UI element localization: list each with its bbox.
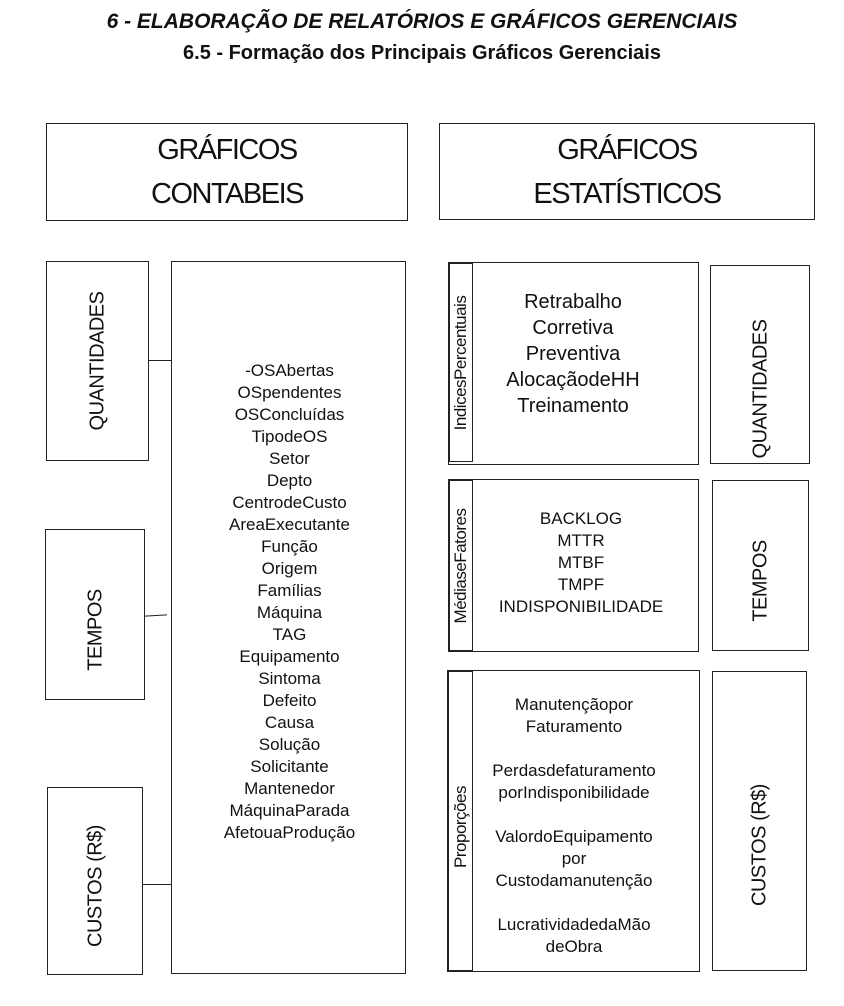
- group-items: [473, 289, 673, 419]
- list-item: Manutençãopor: [514, 695, 634, 714]
- list-item: Depto: [266, 471, 313, 490]
- list-item: Treinamento: [517, 395, 629, 417]
- category-box-custos-right: [712, 671, 807, 971]
- group-box-proporcoes: [447, 670, 700, 972]
- category-box-tempos-right: [712, 480, 809, 651]
- header-line-1: GRÁFICOS: [557, 133, 697, 166]
- group-items: [474, 694, 674, 958]
- header-graficos-estatisticos: [439, 123, 815, 220]
- list-item: porIndisponibilidade: [498, 783, 650, 802]
- list-item: -OSAbertas: [245, 361, 334, 380]
- list-item: Origem: [261, 559, 318, 578]
- header-graficos-contabeis: [46, 123, 408, 221]
- items-list: [172, 360, 407, 844]
- list-item: Perdasdefaturamento: [492, 761, 656, 780]
- list-item: Preventiva: [525, 343, 621, 365]
- list-item: Máquina: [256, 603, 323, 622]
- list-item: Famílias: [257, 581, 322, 600]
- header-line-2: CONTABEIS: [151, 178, 303, 210]
- connector-line: [143, 884, 171, 885]
- list-item: OSpendentes: [237, 383, 342, 402]
- list-item: Faturamento: [525, 717, 623, 736]
- category-box-quantidades: [46, 261, 149, 461]
- list-item: ValordoEquipamento: [495, 827, 653, 846]
- category-box-quantidades-right: [710, 265, 810, 464]
- list-item: MTBF: [557, 553, 605, 572]
- list-item: OSConcluídas: [234, 405, 345, 424]
- list-item: LucratividadedaMão: [497, 915, 651, 934]
- list-item: deObra: [545, 937, 603, 956]
- list-item: Solução: [258, 735, 321, 754]
- connector-line: [145, 614, 167, 616]
- group-label: MédiaseFatores: [451, 508, 470, 624]
- list-item: TAG: [272, 625, 307, 644]
- list-item: CentrodeCusto: [232, 493, 347, 512]
- category-box-custos: [47, 787, 143, 975]
- section-title: 6.5 - Formação dos Principais Gráficos Gerenciais: [183, 42, 661, 64]
- group-label-strip: [449, 480, 473, 651]
- list-item: Corretiva: [532, 317, 614, 339]
- list-item: Solicitante: [250, 757, 329, 776]
- group-items: [481, 508, 681, 618]
- list-item: Mantenedor: [244, 779, 335, 798]
- category-label: TEMPOS: [749, 540, 772, 622]
- category-label: QUANTIDADES: [86, 291, 109, 431]
- list-item: por: [561, 849, 587, 868]
- list-item: Causa: [264, 713, 315, 732]
- list-item: Sintoma: [258, 669, 321, 688]
- list-item: TipodeOS: [251, 427, 328, 446]
- category-label: CUSTOS (R$): [84, 825, 107, 947]
- chapter-title: 6 - ELABORAÇÃO DE RELATÓRIOS E GRÁFICOS GERENCIAIS: [106, 10, 738, 33]
- list-item: Custodamanutenção: [495, 871, 653, 890]
- list-item: BACKLOG: [539, 509, 623, 528]
- list-item: Equipamento: [239, 647, 340, 666]
- category-label: QUANTIDADES: [749, 319, 772, 459]
- list-item: Setor: [269, 449, 310, 468]
- group-label: IndicesPercentuais: [451, 295, 470, 431]
- list-item: Retrabalho: [524, 291, 622, 313]
- category-label: TEMPOS: [84, 589, 107, 671]
- group-label: Proporções: [451, 786, 470, 868]
- group-box-indices-percentuais: [448, 262, 699, 465]
- header-line-2: ESTATÍSTICOS: [533, 177, 721, 210]
- list-item: AreaExecutante: [229, 515, 350, 534]
- list-item: INDISPONIBILIDADE: [498, 597, 664, 616]
- list-item: TMPF: [557, 575, 605, 594]
- category-label: CUSTOS (R$): [748, 784, 771, 906]
- list-item: AfetouaProdução: [223, 823, 356, 842]
- list-item: MáquinaParada: [229, 801, 350, 820]
- list-item: MTTR: [557, 531, 605, 550]
- items-box-contabeis: [171, 261, 406, 974]
- header-line-1: GRÁFICOS: [157, 134, 297, 166]
- category-box-tempos: [45, 529, 145, 700]
- group-box-medias-fatores: [448, 479, 699, 652]
- list-item: Defeito: [262, 691, 317, 710]
- list-item: AlocaçãodeHH: [506, 369, 640, 391]
- group-label-strip: [448, 671, 473, 971]
- connector-line: [149, 360, 171, 361]
- list-item: Função: [261, 537, 318, 556]
- group-label-strip: [449, 263, 473, 462]
